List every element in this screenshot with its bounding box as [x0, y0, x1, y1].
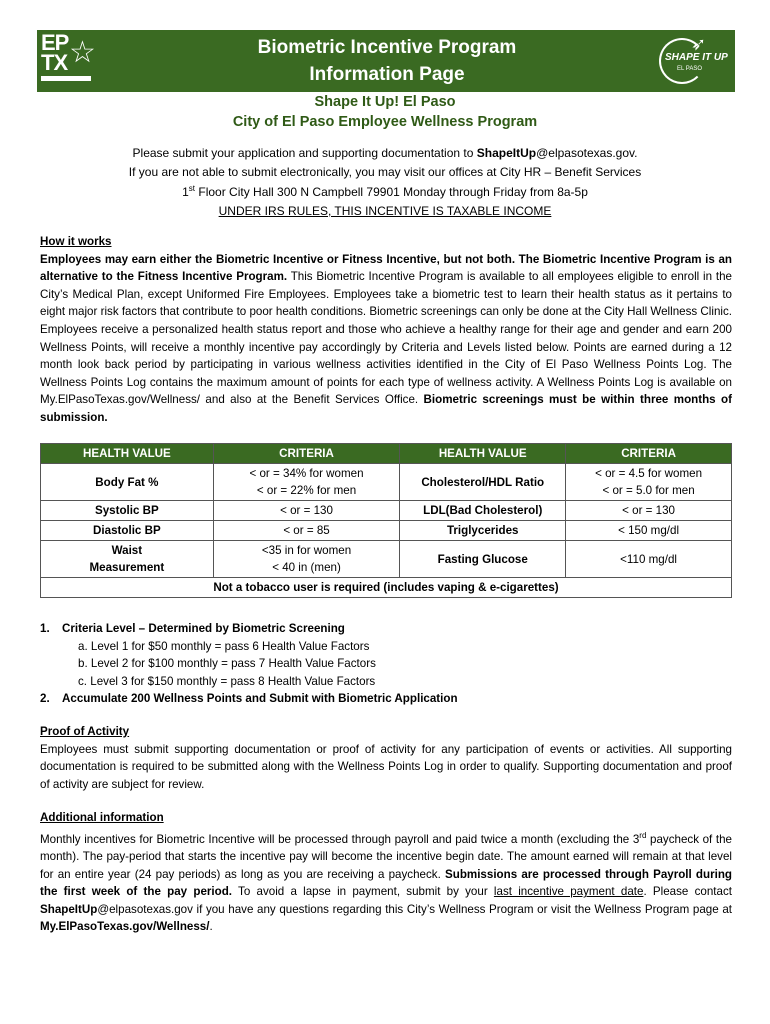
sub-text: Level 2 for $100 monthly = pass 7 Health Value Factors	[90, 657, 376, 671]
health-value-table	[40, 443, 732, 598]
label-line: Waist	[111, 544, 143, 557]
additional-information-heading: Additional information	[40, 811, 164, 824]
table-cell-criteria: < 150 mg/dl	[566, 521, 732, 541]
logo-tx-text: TX	[41, 50, 68, 75]
irs-notice: UNDER IRS RULES, THIS INCENTIVE IS TAXABLE INCOME	[218, 204, 552, 218]
additional-sup: rd	[639, 830, 647, 840]
intro-submit-text: Please submit your application and supporting documentation to	[132, 146, 477, 160]
intro-floor-suffix: st	[188, 184, 196, 193]
shape-it-up-logo-sub: EL PASO	[677, 66, 703, 72]
criteria-level-list	[40, 620, 732, 710]
star-icon: ☆	[69, 36, 96, 69]
table-cell-label	[41, 541, 214, 578]
table-cell-criteria	[213, 464, 400, 501]
table-row	[41, 541, 732, 578]
intro-email-rest: @elpasotexas.gov.	[536, 146, 638, 160]
table-cell-label: Triglycerides	[400, 521, 566, 541]
label-line: Measurement	[89, 561, 165, 574]
criteria-line: < or = 34% for women	[249, 467, 364, 480]
sub-letter: b.	[78, 657, 88, 671]
page-title-line2: Information Page	[309, 64, 465, 85]
table-row	[41, 521, 732, 541]
how-it-works-bold-end: Biometric screenings must be within three months of submission.	[40, 393, 732, 424]
additional-underline: last incentive payment date	[493, 885, 644, 899]
list-sub-item	[78, 655, 376, 673]
table-header-health-value-2: HEALTH VALUE	[400, 444, 566, 464]
table-cell-label: LDL(Bad Cholesterol)	[400, 501, 566, 521]
criteria-line: < or = 5.0 for men	[602, 484, 695, 497]
intro-floor-number: 1	[182, 185, 189, 199]
additional-bold: Submissions are processed through Payroll during the first week of the pay period.	[40, 867, 732, 899]
table-cell-label: Fasting Glucose	[400, 541, 566, 578]
table-cell-label: Cholesterol/HDL Ratio	[400, 464, 566, 501]
runner-figure-icon: ➶	[691, 34, 707, 54]
table-cell-label: Systolic BP	[41, 501, 214, 521]
table-row	[41, 464, 732, 501]
shape-it-up-logo-text: SHAPE IT UP	[665, 52, 728, 63]
table-cell-criteria: < or = 130	[213, 501, 400, 521]
table-header-criteria: CRITERIA	[213, 444, 400, 464]
additional-text: To avoid a lapse in payment, submit by your	[232, 885, 494, 899]
additional-information-section	[40, 809, 732, 936]
table-cell-criteria	[566, 464, 732, 501]
sub-letter: a.	[78, 639, 88, 653]
how-it-works-body	[40, 251, 732, 427]
table-row	[41, 501, 732, 521]
additional-text: paycheck of the month). The pay-period that starts the incentive pay will become the incentive begin date. The amount earned will remain at that level for an entire year (24 pay periods) as long as you are receiving a paycheck.	[40, 832, 732, 881]
additional-information-body	[40, 827, 732, 936]
logo-caption-bar	[41, 76, 91, 81]
additional-text: .	[209, 920, 213, 934]
list-sub-item	[78, 673, 375, 691]
logo-ep-text: EP	[41, 30, 69, 55]
table-cell-criteria: < or = 130	[566, 501, 732, 521]
additional-text: . Please contact	[643, 885, 732, 899]
table-cell-criteria: < or = 85	[213, 521, 400, 541]
criteria-line: < 40 in (men)	[272, 561, 341, 574]
wellness-page-link[interactable]: My.ElPasoTexas.gov/Wellness/	[40, 920, 210, 934]
table-header-health-value: HEALTH VALUE	[41, 444, 214, 464]
table-cell-label: Diastolic BP	[41, 521, 214, 541]
how-it-works-text: This Biometric Incentive Program is available to all employees eligible to enroll in the City’s Medical Plan, except Uniformed Fire Employees. Employees take a biometric test to learn their health status as it pertains to eight major risk factors that contribute to poor health conditions. Biometric screenings can only be done at the City Hall Wellness Clinic. Employees receive a personalized health status report and those who achieve a healthy range for their age and gender and earn 200 Wellness Points, will receive a monthly incentive pay accordingly by Criteria and Levels listed below. Points are earned during a 12 month look back period by participating in various wellness activities identified in the City of El Paso Wellness Points Log. The Wellness Points Log contains the maximum amount of points for each type of wellness activity. A Wellness Points Log is available on My.ElPasoTexas.gov/Wellness/ and also at the Benefit Services Office.	[40, 270, 732, 407]
shape-it-up-logo	[657, 34, 729, 88]
how-it-works-bold: Employees may earn either the Biometric Incentive or Fitness Incentive, but not both. The Biometric Incentive Program is an alternative to the Fitness Incentive Program.	[40, 252, 732, 284]
proof-of-activity-body: Employees must submit supporting documentation or proof of activity for any participation of events or activities. All supporting documentation is required to be submitted along with the Wellness Points Log in order to qualify. Supporting documentation and proof of activity are subject for review.	[40, 742, 732, 791]
criteria-line: <35 in for women	[261, 544, 352, 557]
contact-email-bold: ShapeItUp	[40, 902, 98, 916]
page-title-line1: Biometric Incentive Program	[257, 37, 517, 58]
criteria-line: < or = 4.5 for women	[595, 467, 703, 480]
how-it-works-section	[40, 233, 732, 427]
page-header	[37, 30, 735, 92]
intro-email-bold: ShapeItUp	[476, 146, 537, 160]
table-cell-criteria: <110 mg/dl	[566, 541, 732, 578]
list-item: Accumulate 200 Wellness Points and Submit with Biometric Application	[62, 692, 458, 706]
table-cell-criteria	[213, 541, 400, 578]
table-cell-label: Body Fat %	[41, 464, 214, 501]
intro-address-line	[0, 184, 770, 199]
table-header-row	[41, 444, 732, 464]
sub-letter: c.	[78, 674, 88, 688]
page-title	[157, 34, 617, 88]
intro-submit-line	[0, 146, 770, 160]
list-item: Criteria Level – Determined by Biometric Screening	[62, 622, 345, 635]
list-number: 2.	[40, 692, 50, 706]
list-number: 1.	[40, 622, 50, 635]
sub-text: Level 3 for $150 monthly = pass 8 Health Value Factors	[90, 674, 376, 688]
additional-text: @elpasotexas.gov if you have any questions regarding this City’s Wellness Program or visit the Wellness Program page at	[97, 902, 732, 916]
how-it-works-heading: How it works	[40, 235, 112, 248]
subtitle-program-name: Shape It Up! El Paso	[314, 94, 456, 110]
table-footer-row	[41, 578, 732, 598]
sub-text: Level 1 for $50 monthly = pass 6 Health Value Factors	[90, 639, 370, 653]
subtitle-wellness-program: City of El Paso Employee Wellness Program	[232, 114, 538, 130]
additional-text: Monthly incentives for Biometric Incentive will be processed through payroll and paid twice a month (excluding the 3	[40, 832, 640, 846]
tobacco-requirement: Not a tobacco user is required (includes vaping & e-cigarettes)	[41, 578, 732, 598]
proof-of-activity-section	[40, 723, 732, 793]
table-header-criteria-2: CRITERIA	[566, 444, 732, 464]
intro-address-text: Floor City Hall 300 N Campbell 79901 Monday through Friday from 8a-5p	[195, 185, 588, 199]
city-of-el-paso-logo	[39, 32, 97, 90]
proof-of-activity-heading: Proof of Activity	[40, 725, 130, 738]
intro-office-line: If you are not able to submit electronically, you may visit our offices at City HR – Benefit Services	[128, 165, 642, 179]
criteria-line: < or = 22% for men	[256, 484, 357, 497]
list-sub-item	[78, 638, 369, 656]
